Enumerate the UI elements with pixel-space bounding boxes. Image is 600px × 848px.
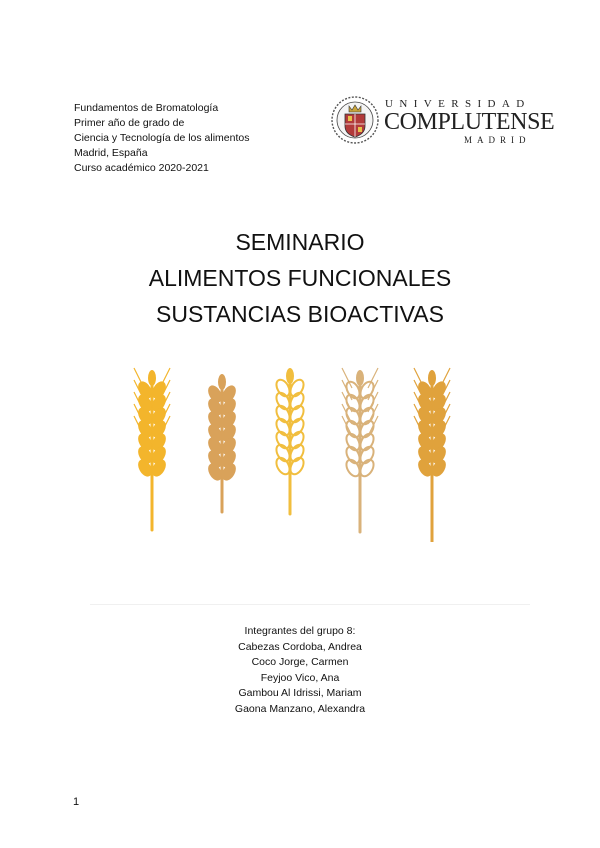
group-heading: Integrantes del grupo 8:: [244, 625, 356, 637]
title-line-1: SEMINARIO: [235, 229, 365, 255]
member-5: Gaona Manzano, Alexandra: [234, 702, 366, 715]
degree-name: Ciencia y Tecnología de los alimentos: [74, 132, 250, 144]
academic-year: Curso académico 2020-2021: [74, 162, 209, 174]
group-members: [0, 624, 600, 717]
title-line-2: ALIMENTOS FUNCIONALES: [148, 265, 452, 291]
logo-text-complutense: COMPLUTENSE: [384, 109, 555, 135]
member-3: Feyjoo Vico, Ana: [260, 671, 340, 684]
logo-text-madrid: MADRID: [464, 135, 531, 145]
course-year: Primer año de grado de: [74, 117, 185, 129]
course-info: [74, 101, 250, 176]
wheat-ear: [414, 368, 450, 542]
logo-text-universidad: UNIVERSIDAD: [385, 98, 531, 110]
divider: [90, 604, 530, 605]
wheat-ears-icon: [120, 362, 480, 542]
university-logo: [330, 94, 555, 148]
document-title: [0, 224, 600, 332]
page-number: 1: [73, 796, 80, 808]
wheat-ear: [206, 374, 239, 512]
wheat-ear: [274, 368, 307, 514]
wheat-ear: [342, 368, 378, 532]
member-4: Gambou Al Idrissi, Mariam: [238, 687, 362, 699]
course-name: Fundamentos de Bromatología: [74, 102, 219, 114]
location: Madrid, España: [74, 147, 148, 159]
wheat-ear: [134, 368, 170, 530]
university-seal-icon: [330, 94, 380, 146]
member-1: Cabezas Cordoba, Andrea: [238, 640, 362, 653]
member-2: Coco Jorge, Carmen: [251, 656, 349, 668]
title-line-3: SUSTANCIAS BIOACTIVAS: [156, 301, 444, 327]
